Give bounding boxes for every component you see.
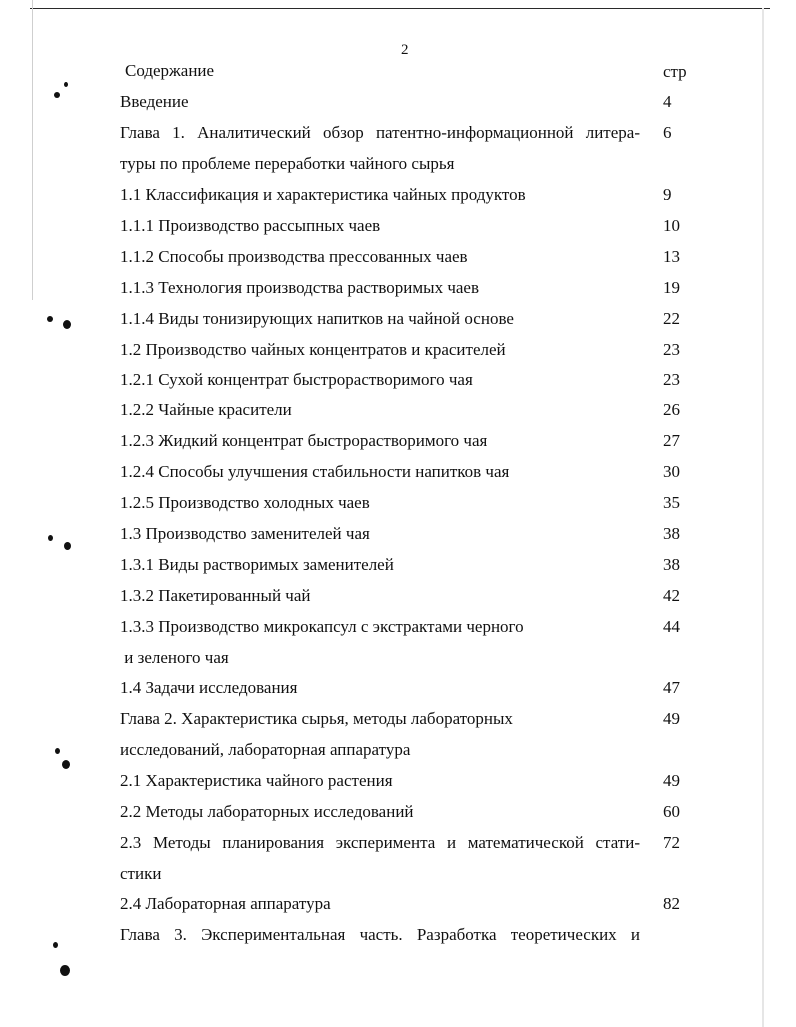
toc-entry-page: 13 — [663, 247, 680, 266]
toc-entry: Глава 1. Аналитический обзор патентно-информационной литера- — [120, 123, 640, 142]
toc-entry-continuation: исследований, лабораторная аппаратура — [120, 740, 411, 759]
scan-edge-left — [32, 0, 33, 300]
punch-mark — [53, 942, 58, 948]
toc-entry: 1.3.3 Производство микрокапсул с экстрактами черного — [120, 617, 524, 636]
toc-entry-page: 82 — [663, 894, 680, 913]
toc-entry: 1.1 Классификация и характеристика чайных продуктов — [120, 185, 526, 204]
toc-entry: 2.2 Методы лабораторных исследований — [120, 802, 414, 821]
punch-mark — [62, 760, 70, 769]
toc-entry: 1.3.1 Виды растворимых заменителей — [120, 555, 394, 574]
toc-entry-page: 42 — [663, 586, 680, 605]
toc-entry-page: 44 — [663, 617, 680, 636]
punch-mark — [54, 92, 60, 98]
toc-entry-page: 4 — [663, 92, 672, 111]
toc-entry-page: 10 — [663, 216, 680, 235]
toc-entry-page: 38 — [663, 524, 680, 543]
toc-entry-page: 49 — [663, 771, 680, 790]
toc-entry-page: 9 — [663, 185, 672, 204]
toc-entry: 1.2.1 Сухой концентрат быстрорастворимого чая — [120, 370, 473, 389]
toc-entry-page: 23 — [663, 370, 680, 389]
punch-mark — [64, 542, 71, 550]
toc-entry-continuation: стики — [120, 864, 162, 883]
toc-entry-page: 35 — [663, 493, 680, 512]
toc-entry-page: 22 — [663, 309, 680, 328]
toc-entry: 1.2.4 Способы улучшения стабильности напитков чая — [120, 462, 510, 481]
page-number: 2 — [401, 42, 409, 58]
toc-entry-page: 6 — [663, 123, 672, 142]
toc-entry-page: 72 — [663, 833, 680, 852]
punch-mark — [60, 965, 70, 976]
toc-entry-page: 47 — [663, 678, 680, 697]
toc-entry-page: 26 — [663, 400, 680, 419]
toc-entry: 1.4 Задачи исследования — [120, 678, 298, 697]
toc-page-column-label: стр — [663, 62, 687, 81]
toc-entry: 2.3 Методы планирования эксперимента и математической стати- — [120, 833, 640, 852]
scan-edge-top — [30, 8, 770, 9]
toc-entry-continuation: и зеленого чая — [120, 648, 229, 667]
toc-entry: 2.4 Лабораторная аппаратура — [120, 894, 331, 913]
scan-edge-right — [762, 8, 764, 1027]
toc-entry-page: 19 — [663, 278, 680, 297]
toc-entry: 1.1.4 Виды тонизирующих напитков на чайной основе — [120, 309, 514, 328]
toc-entry-page: 49 — [663, 709, 680, 728]
toc-entry: 1.2 Производство чайных концентратов и красителей — [120, 340, 506, 359]
toc-entry: 1.2.3 Жидкий концентрат быстрорастворимого чая — [120, 431, 488, 450]
toc-entry: 1.1.1 Производство рассыпных чаев — [120, 216, 381, 235]
toc-entry-page: 30 — [663, 462, 680, 481]
punch-mark — [63, 320, 71, 329]
toc-entry: 1.2.2 Чайные красители — [120, 400, 292, 419]
toc-entry: Глава 3. Экспериментальная часть. Разработка теоретических и — [120, 925, 640, 944]
toc-entry: 1.3 Производство заменителей чая — [120, 524, 370, 543]
punch-mark — [64, 82, 68, 87]
toc-entry: 1.1.2 Способы производства прессованных чаев — [120, 247, 468, 266]
toc-entry-page: 38 — [663, 555, 680, 574]
toc-title: Содержание — [125, 61, 215, 80]
toc-entry: Глава 2. Характеристика сырья, методы лабораторных — [120, 709, 513, 728]
toc-entry-page: 60 — [663, 802, 680, 821]
toc-entry-page: 27 — [663, 431, 680, 450]
punch-mark — [55, 748, 60, 754]
toc-entry: 1.2.5 Производство холодных чаев — [120, 493, 370, 512]
punch-mark — [47, 316, 53, 322]
toc-entry: Введение — [120, 92, 189, 111]
toc-entry: 1.1.3 Технология производства растворимых чаев — [120, 278, 479, 297]
toc-entry-continuation: туры по проблеме переработки чайного сырья — [120, 154, 455, 173]
toc-entry: 1.3.2 Пакетированный чай — [120, 586, 311, 605]
toc-entry-page: 23 — [663, 340, 680, 359]
toc-entry: 2.1 Характеристика чайного растения — [120, 771, 393, 790]
punch-mark — [48, 535, 53, 541]
